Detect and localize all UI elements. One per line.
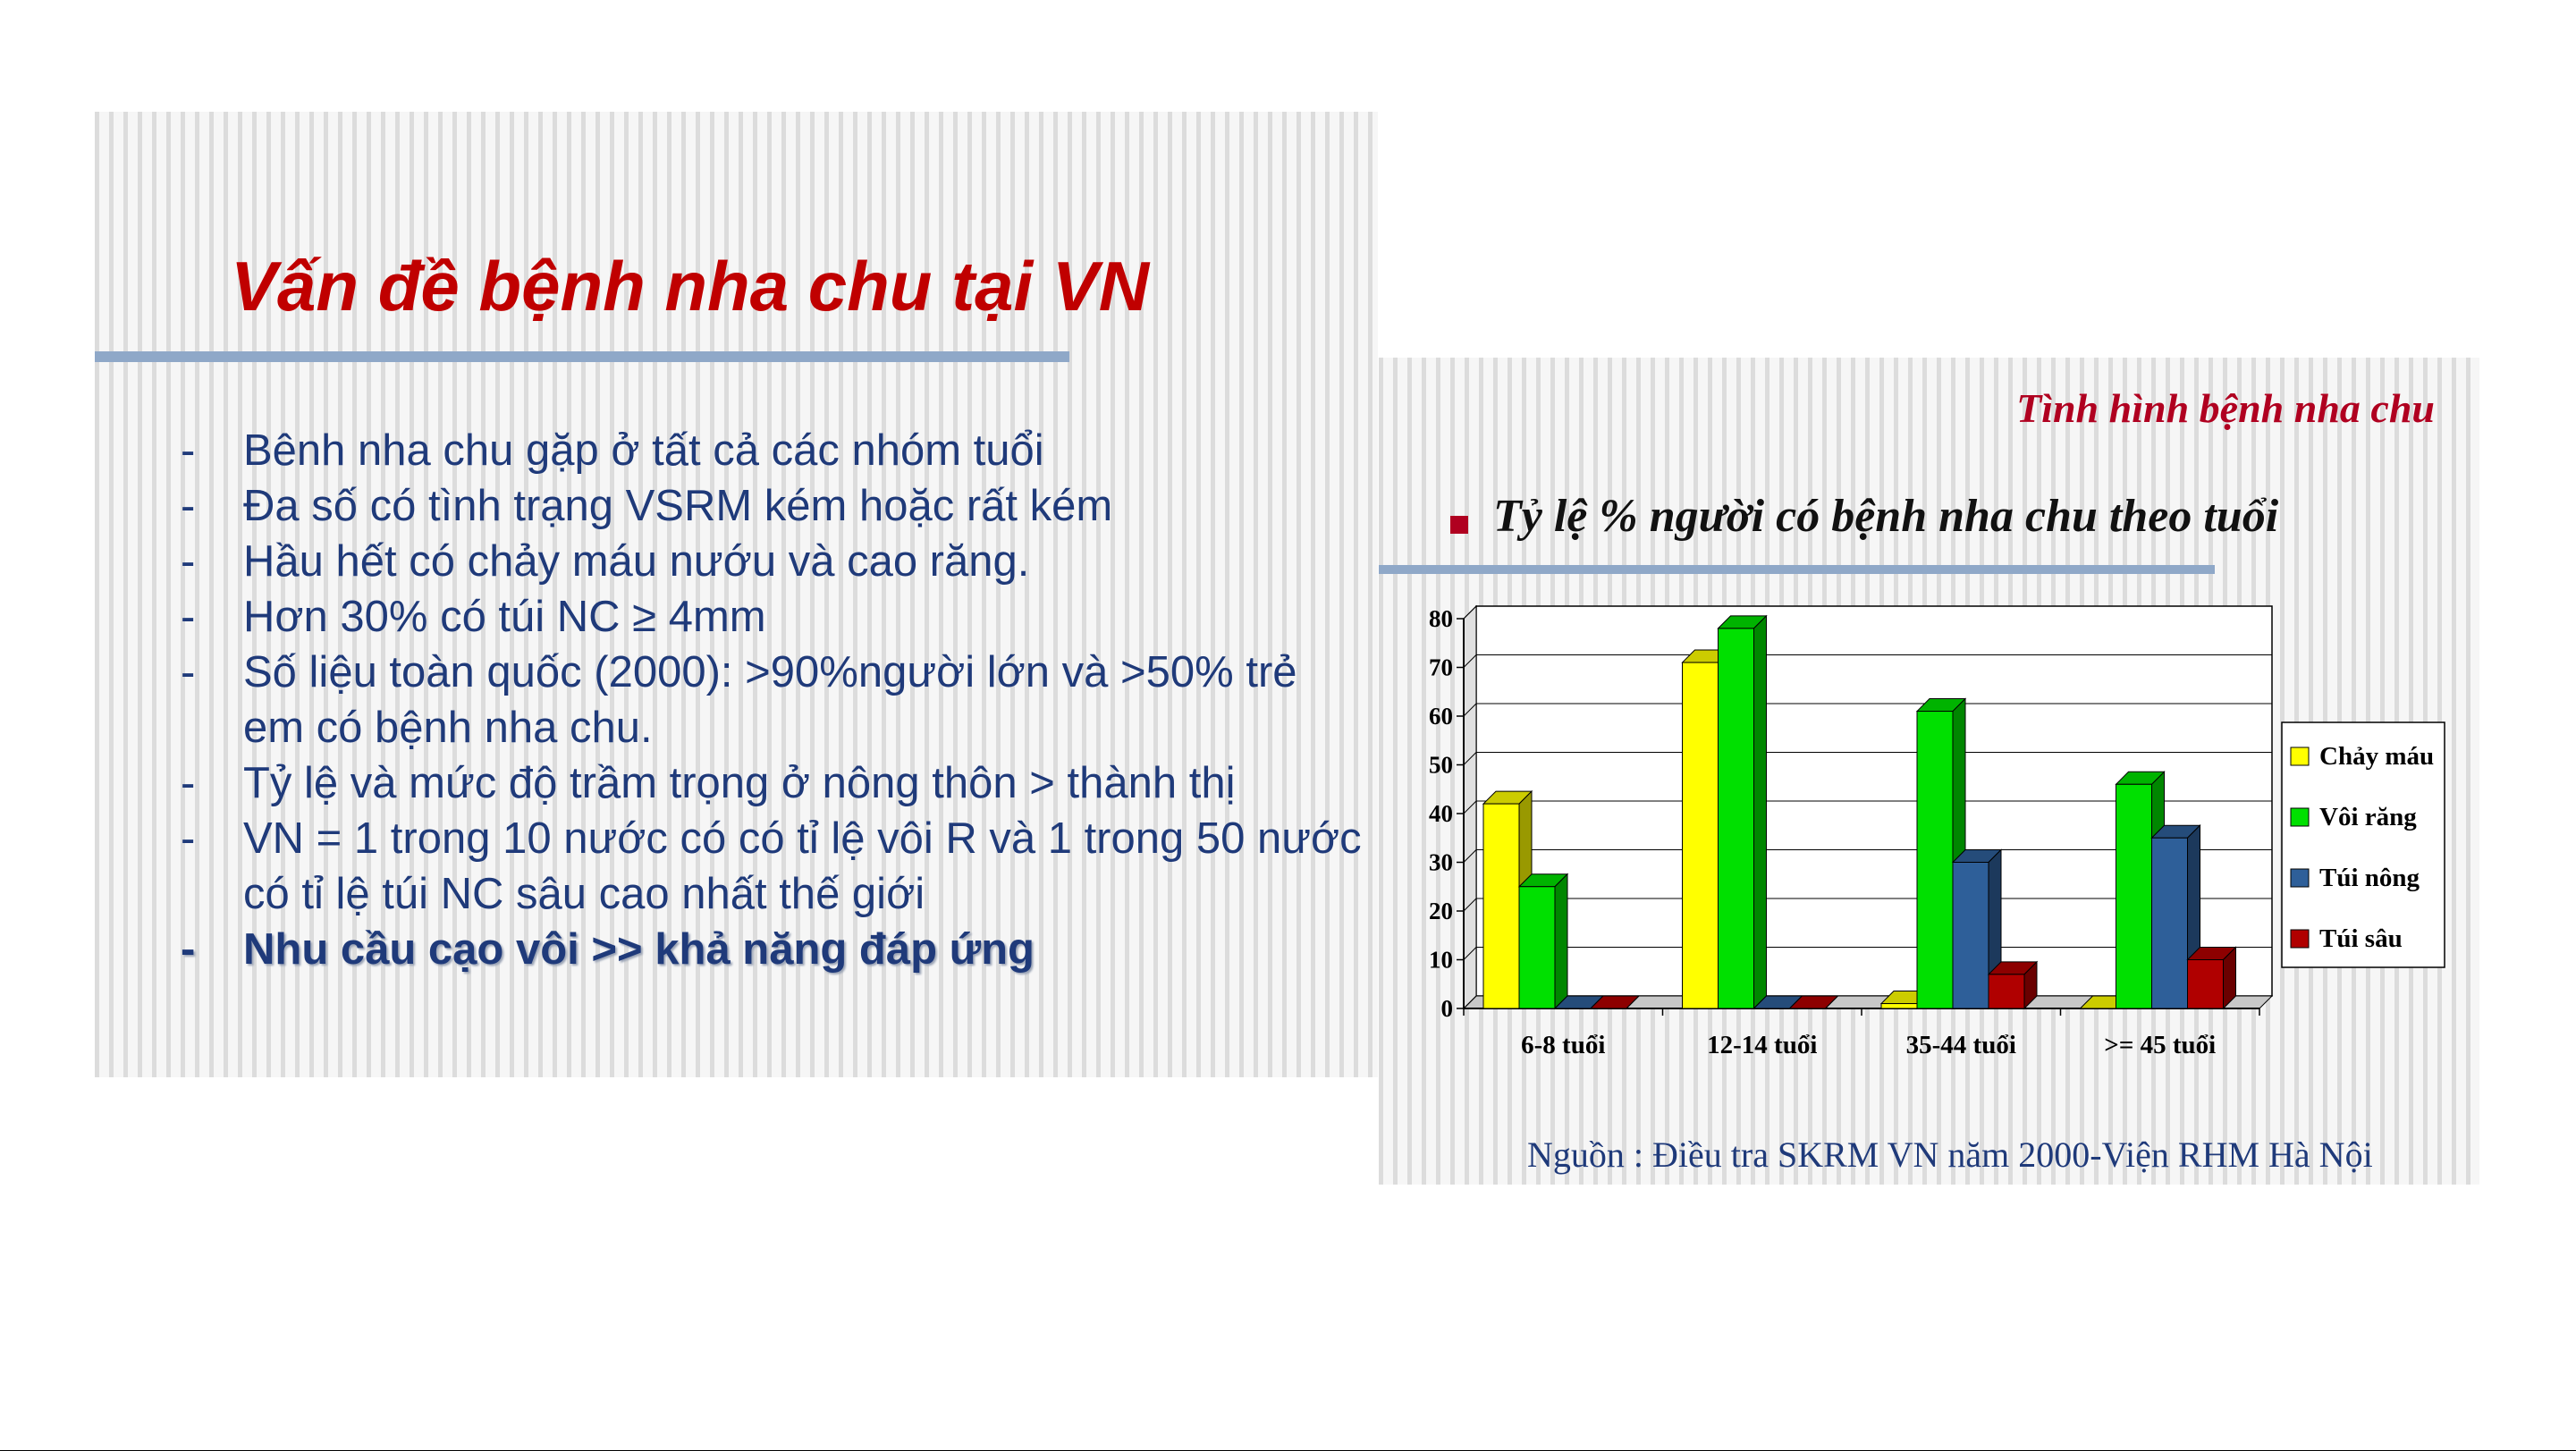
- legend-label: Vôi răng: [2319, 803, 2417, 831]
- bar: [2188, 960, 2224, 1009]
- legend-swatch: [2291, 869, 2309, 887]
- bar-side: [1754, 616, 1767, 1008]
- bar: [1719, 628, 1754, 1008]
- bar: [1989, 974, 2024, 1008]
- chart-heading: Tỷ lệ % người có bệnh nha chu theo tuổi: [1493, 491, 2279, 542]
- slide-periodontal-issues: [95, 112, 1378, 1077]
- bullet-item-emphasis: - Nhu cầu cạo vôi >> khả năng đáp ứng: [181, 922, 1370, 977]
- y-tick-label: 50: [1429, 751, 1453, 779]
- y-tick-label: 20: [1429, 898, 1453, 924]
- bullet-item: - Số liệu toàn quốc (2000): >90%người lớn và >50% trẻ em có bệnh nha chu.: [181, 645, 1370, 755]
- y-tick-label: 0: [1440, 995, 1453, 1022]
- bar: [2116, 784, 2152, 1008]
- chart-source: Nguồn : Điều tra SKRM VN năm 2000-Viện RHM Hà Nội: [1527, 1135, 2373, 1175]
- bar: [1683, 662, 1719, 1008]
- legend-swatch: [2291, 930, 2309, 948]
- x-category-label: >= 45 tuổi: [2104, 1031, 2217, 1059]
- legend-label: Chảy máu: [2319, 742, 2435, 771]
- slide-title: Vấn đề bệnh nha chu tại VN: [231, 247, 1150, 325]
- bullet-item: - Đa số có tình trạng VSRM kém hoặc rất kém: [181, 478, 1370, 534]
- bullet-item: - Tỷ lệ và mức độ trầm trọng ở nông thôn > thành thị: [181, 755, 1370, 811]
- y-tick-label: 70: [1429, 654, 1453, 681]
- legend-label: Túi nông: [2319, 864, 2420, 892]
- bullet-item: - Bênh nha chu gặp ở tất cả các nhóm tuổi: [181, 423, 1370, 478]
- bar-side: [1555, 874, 1567, 1008]
- bullet-item: - Hơn 30% có túi NC ≥ 4mm: [181, 589, 1370, 645]
- slide-corner-title: Tình hình bệnh nha chu: [2016, 385, 2435, 431]
- y-tick-label: 40: [1429, 800, 1453, 827]
- bullet-item: - Hầu hết có chảy máu nướu và cao răng.: [181, 534, 1370, 589]
- y-tick-label: 30: [1429, 848, 1453, 876]
- bar: [1483, 804, 1519, 1008]
- y-tick-label: 60: [1429, 703, 1453, 730]
- bar: [1519, 887, 1555, 1008]
- y-tick-label: 80: [1429, 605, 1453, 632]
- slide-periodontal-chart: [1379, 358, 2479, 1185]
- x-category-label: 6-8 tuổi: [1521, 1031, 1606, 1059]
- x-category-label: 12-14 tuổi: [1707, 1031, 1818, 1059]
- bar: [2152, 838, 2188, 1008]
- bar: [1953, 863, 1989, 1009]
- bullet-list: [181, 423, 1370, 977]
- title-underline: [95, 351, 1069, 362]
- legend-swatch: [2291, 747, 2309, 765]
- legend-swatch: [2291, 808, 2309, 826]
- bullet-item: - VN = 1 trong 10 nước có có tỉ lệ vôi R và 1 trong 50 nước có tỉ lệ túi NC sâu cao nhất thế giới: [181, 811, 1370, 922]
- y-tick-label: 10: [1429, 946, 1453, 974]
- x-category-label: 35-44 tuổi: [1905, 1031, 2016, 1059]
- bar: [1881, 1004, 1917, 1008]
- bar: [1917, 712, 1953, 1008]
- legend-label: Túi sâu: [2319, 924, 2403, 953]
- bar-chart: [1379, 358, 2479, 1185]
